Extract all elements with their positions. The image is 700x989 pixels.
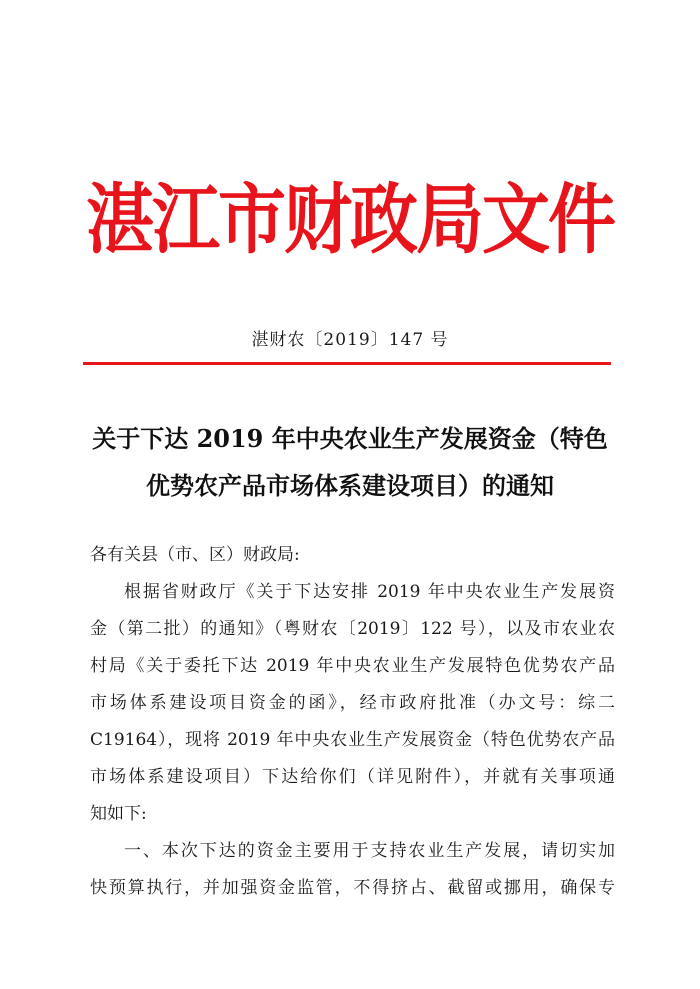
document-number: 湛财农〔2019〕147 号 — [251, 330, 449, 350]
notice-title — [90, 415, 610, 509]
salutation: 各有关县（市、区）财政局: — [90, 545, 300, 565]
masthead-title: 湛江市财政局文件 — [85, 175, 614, 266]
paragraph-1-line: 金（第二批）的通知》（粤财农〔2019〕122 号），以及市农业农 — [90, 619, 615, 639]
paragraph-1-line: 村局《关于委托下达 2019 年中央农业生产发展特色优势农产品 — [90, 656, 615, 676]
red-divider-line — [83, 362, 611, 365]
paragraph-2-line: 一、本次下达的资金主要用于支持农业生产发展，请切实加 — [124, 841, 615, 861]
paragraph-1-line: 市场体系建设项目）下达给你们（详见附件），并就有关事项通 — [90, 767, 615, 787]
notice-title-line-1: 关于下达 2019 年中央农业生产发展资金（特色 — [92, 424, 608, 453]
paragraph-1-line: 知如下: — [90, 804, 147, 824]
notice-body — [90, 537, 615, 907]
notice-title-line-2: 优势农产品市场体系建设项目）的通知 — [146, 471, 554, 500]
paragraph-1-line: 市场体系建设项目资金的函》，经市政府批准（办文号：综二 — [90, 693, 615, 713]
paragraph-1-line: 根据省财政厅《关于下达安排 2019 年中央农业生产发展资 — [124, 582, 615, 602]
paragraph-2-line: 快预算执行，并加强资金监管，不得挤占、截留或挪用，确保专 — [90, 878, 615, 898]
paragraph-1-line: C19164），现将 2019 年中央农业生产发展资金（特色优势农产品 — [90, 730, 615, 750]
